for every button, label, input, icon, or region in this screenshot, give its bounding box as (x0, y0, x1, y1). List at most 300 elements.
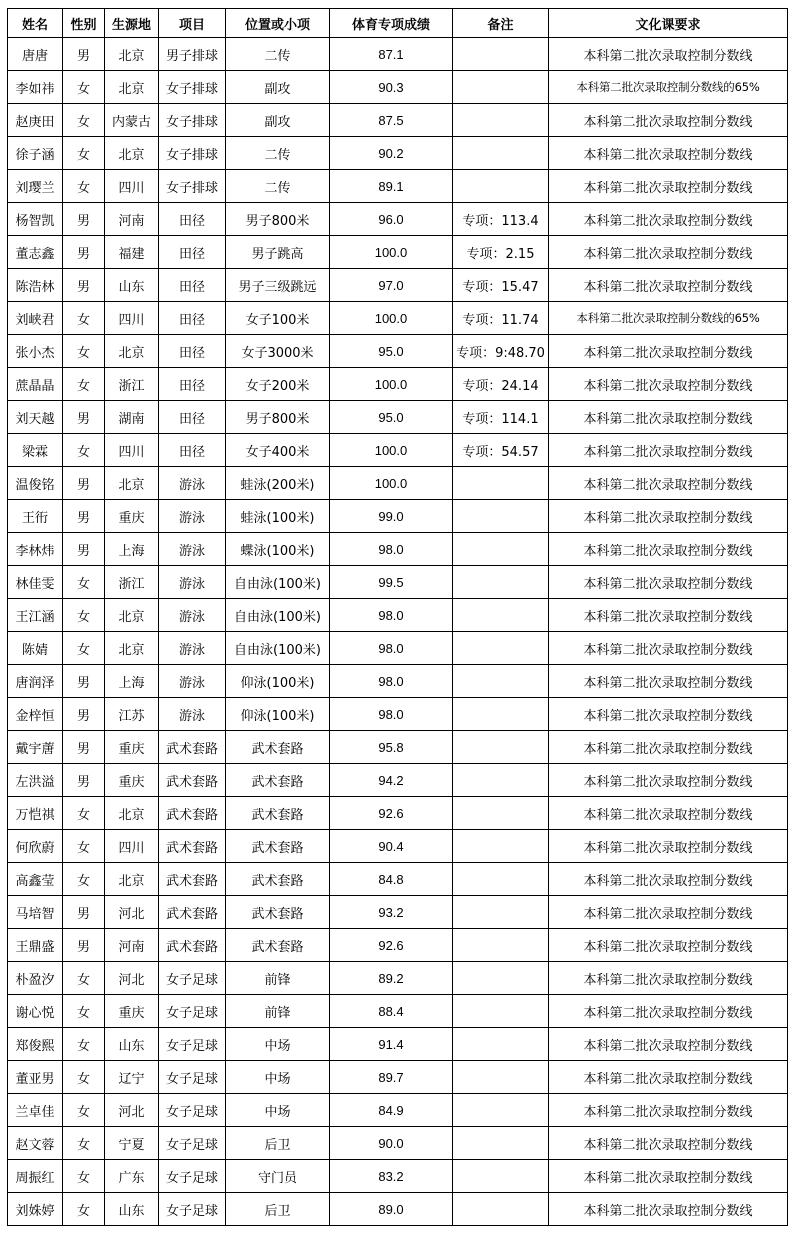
cell-event: 女子足球 (159, 995, 226, 1028)
cell-event: 女子排球 (159, 137, 226, 170)
cell-gender: 男 (63, 401, 105, 434)
cell-remark (453, 104, 549, 137)
cell-item: 男子800米 (226, 203, 330, 236)
header-name: 姓名 (8, 9, 63, 38)
cell-score: 84.9 (330, 1094, 453, 1127)
cell-name: 金梓恒 (8, 698, 63, 731)
cell-name: 董亚男 (8, 1061, 63, 1094)
cell-remark (453, 566, 549, 599)
cell-origin: 北京 (105, 863, 159, 896)
cell-score: 89.1 (330, 170, 453, 203)
cell-requirement: 本科第二批次录取控制分数线 (549, 698, 788, 731)
cell-item: 自由泳(100米) (226, 566, 330, 599)
cell-origin: 内蒙古 (105, 104, 159, 137)
cell-origin: 浙江 (105, 566, 159, 599)
cell-name: 杨智凯 (8, 203, 63, 236)
cell-score: 83.2 (330, 1160, 453, 1193)
header-event: 项目 (159, 9, 226, 38)
cell-gender: 男 (63, 236, 105, 269)
cell-name: 王衎 (8, 500, 63, 533)
cell-requirement: 本科第二批次录取控制分数线 (549, 599, 788, 632)
cell-item: 副攻 (226, 104, 330, 137)
cell-origin: 四川 (105, 170, 159, 203)
cell-item: 仰泳(100米) (226, 665, 330, 698)
table-row (8, 368, 788, 401)
cell-origin: 四川 (105, 434, 159, 467)
cell-gender: 女 (63, 1127, 105, 1160)
cell-name: 梁霖 (8, 434, 63, 467)
cell-remark (453, 1193, 549, 1226)
cell-origin: 宁夏 (105, 1127, 159, 1160)
cell-event: 武术套路 (159, 896, 226, 929)
cell-name: 刘峡君 (8, 302, 63, 335)
cell-remark (453, 731, 549, 764)
cell-requirement: 本科第二批次录取控制分数线 (549, 863, 788, 896)
cell-event: 游泳 (159, 566, 226, 599)
cell-origin: 北京 (105, 467, 159, 500)
cell-score: 98.0 (330, 665, 453, 698)
cell-name: 左洪溢 (8, 764, 63, 797)
cell-requirement: 本科第二批次录取控制分数线 (549, 896, 788, 929)
cell-requirement: 本科第二批次录取控制分数线 (549, 467, 788, 500)
table-row (8, 731, 788, 764)
cell-item: 武术套路 (226, 863, 330, 896)
cell-event: 田径 (159, 335, 226, 368)
cell-score: 98.0 (330, 698, 453, 731)
cell-score: 92.6 (330, 929, 453, 962)
cell-name: 王鼎盛 (8, 929, 63, 962)
cell-name: 万恺祺 (8, 797, 63, 830)
cell-score: 87.5 (330, 104, 453, 137)
cell-gender: 女 (63, 335, 105, 368)
cell-gender: 女 (63, 632, 105, 665)
cell-item: 蝶泳(100米) (226, 533, 330, 566)
cell-name: 陈浩林 (8, 269, 63, 302)
cell-name: 董志鑫 (8, 236, 63, 269)
cell-origin: 北京 (105, 71, 159, 104)
cell-item: 女子400米 (226, 434, 330, 467)
cell-remark (453, 38, 549, 71)
cell-item: 蛙泳(100米) (226, 500, 330, 533)
cell-name: 温俊铭 (8, 467, 63, 500)
cell-remark (453, 698, 549, 731)
cell-score: 97.0 (330, 269, 453, 302)
cell-score: 93.2 (330, 896, 453, 929)
table-row (8, 764, 788, 797)
cell-requirement: 本科第二批次录取控制分数线 (549, 137, 788, 170)
cell-remark: 专项：113.4 (453, 203, 549, 236)
cell-score: 95.0 (330, 401, 453, 434)
cell-score: 100.0 (330, 434, 453, 467)
cell-event: 武术套路 (159, 764, 226, 797)
table-row (8, 962, 788, 995)
cell-remark (453, 797, 549, 830)
cell-remark (453, 764, 549, 797)
cell-gender: 男 (63, 38, 105, 71)
table-row (8, 170, 788, 203)
cell-gender: 男 (63, 533, 105, 566)
cell-event: 田径 (159, 269, 226, 302)
table-row (8, 236, 788, 269)
cell-item: 蛙泳(200米) (226, 467, 330, 500)
cell-origin: 福建 (105, 236, 159, 269)
cell-name: 赵庚田 (8, 104, 63, 137)
cell-origin: 山东 (105, 1028, 159, 1061)
cell-origin: 河南 (105, 929, 159, 962)
cell-origin: 山东 (105, 1193, 159, 1226)
cell-gender: 女 (63, 302, 105, 335)
cell-name: 刘姝婷 (8, 1193, 63, 1226)
cell-score: 90.2 (330, 137, 453, 170)
cell-gender: 男 (63, 764, 105, 797)
cell-score: 95.0 (330, 335, 453, 368)
cell-item: 后卫 (226, 1193, 330, 1226)
cell-event: 武术套路 (159, 863, 226, 896)
cell-requirement: 本科第二批次录取控制分数线 (549, 401, 788, 434)
cell-requirement: 本科第二批次录取控制分数线 (549, 566, 788, 599)
cell-item: 二传 (226, 38, 330, 71)
cell-remark (453, 896, 549, 929)
cell-name: 林佳雯 (8, 566, 63, 599)
cell-remark (453, 599, 549, 632)
cell-remark (453, 962, 549, 995)
cell-remark (453, 632, 549, 665)
cell-origin: 重庆 (105, 995, 159, 1028)
cell-gender: 女 (63, 137, 105, 170)
cell-origin: 上海 (105, 533, 159, 566)
cell-remark (453, 1028, 549, 1061)
cell-gender: 男 (63, 269, 105, 302)
cell-requirement: 本科第二批次录取控制分数线 (549, 203, 788, 236)
cell-origin: 重庆 (105, 731, 159, 764)
cell-gender: 女 (63, 434, 105, 467)
table-row (8, 434, 788, 467)
cell-remark (453, 500, 549, 533)
table-row (8, 1028, 788, 1061)
cell-requirement: 本科第二批次录取控制分数线 (549, 38, 788, 71)
cell-gender: 女 (63, 104, 105, 137)
header-origin: 生源地 (105, 9, 159, 38)
cell-item: 男子三级跳远 (226, 269, 330, 302)
cell-requirement: 本科第二批次录取控制分数线 (549, 830, 788, 863)
cell-origin: 浙江 (105, 368, 159, 401)
cell-remark (453, 995, 549, 1028)
cell-event: 游泳 (159, 500, 226, 533)
cell-score: 96.0 (330, 203, 453, 236)
cell-remark: 专项：114.1 (453, 401, 549, 434)
cell-gender: 女 (63, 995, 105, 1028)
cell-gender: 男 (63, 467, 105, 500)
cell-origin: 北京 (105, 137, 159, 170)
cell-remark (453, 1160, 549, 1193)
cell-requirement: 本科第二批次录取控制分数线 (549, 731, 788, 764)
cell-remark (453, 137, 549, 170)
cell-item: 武术套路 (226, 764, 330, 797)
cell-remark (453, 1061, 549, 1094)
cell-event: 武术套路 (159, 929, 226, 962)
table-row (8, 38, 788, 71)
table-row (8, 302, 788, 335)
cell-requirement: 本科第二批次录取控制分数线的65% (549, 71, 788, 104)
cell-item: 武术套路 (226, 929, 330, 962)
table-row (8, 863, 788, 896)
cell-gender: 女 (63, 863, 105, 896)
cell-name: 马培智 (8, 896, 63, 929)
cell-event: 田径 (159, 401, 226, 434)
cell-gender: 女 (63, 368, 105, 401)
cell-event: 田径 (159, 368, 226, 401)
cell-requirement: 本科第二批次录取控制分数线 (549, 995, 788, 1028)
cell-requirement: 本科第二批次录取控制分数线 (549, 665, 788, 698)
cell-name: 谢心悦 (8, 995, 63, 1028)
cell-name: 赵文蓉 (8, 1127, 63, 1160)
cell-name: 李如祎 (8, 71, 63, 104)
cell-event: 武术套路 (159, 797, 226, 830)
cell-requirement: 本科第二批次录取控制分数线 (549, 1028, 788, 1061)
cell-origin: 河北 (105, 1094, 159, 1127)
cell-gender: 女 (63, 170, 105, 203)
cell-remark: 专项：11.74 (453, 302, 549, 335)
cell-score: 89.0 (330, 1193, 453, 1226)
header-gender: 性别 (63, 9, 105, 38)
cell-name: 郑俊熙 (8, 1028, 63, 1061)
cell-origin: 北京 (105, 599, 159, 632)
cell-name: 蔗晶晶 (8, 368, 63, 401)
cell-name: 兰卓佳 (8, 1094, 63, 1127)
cell-score: 99.5 (330, 566, 453, 599)
cell-name: 王江涵 (8, 599, 63, 632)
cell-remark (453, 71, 549, 104)
header-score: 体育专项成绩 (330, 9, 453, 38)
cell-event: 田径 (159, 434, 226, 467)
cell-remark: 专项：24.14 (453, 368, 549, 401)
cell-item: 二传 (226, 170, 330, 203)
cell-origin: 湖南 (105, 401, 159, 434)
cell-score: 89.2 (330, 962, 453, 995)
table-row (8, 1061, 788, 1094)
cell-requirement: 本科第二批次录取控制分数线 (549, 170, 788, 203)
cell-event: 女子足球 (159, 1127, 226, 1160)
cell-item: 男子跳高 (226, 236, 330, 269)
cell-origin: 北京 (105, 632, 159, 665)
cell-requirement: 本科第二批次录取控制分数线的65% (549, 302, 788, 335)
cell-requirement: 本科第二批次录取控制分数线 (549, 1160, 788, 1193)
table-row (8, 71, 788, 104)
cell-requirement: 本科第二批次录取控制分数线 (549, 104, 788, 137)
table-row (8, 929, 788, 962)
cell-event: 女子排球 (159, 71, 226, 104)
cell-score: 87.1 (330, 38, 453, 71)
cell-name: 陈婧 (8, 632, 63, 665)
cell-origin: 重庆 (105, 500, 159, 533)
table-row (8, 104, 788, 137)
cell-name: 唐唐 (8, 38, 63, 71)
cell-item: 中场 (226, 1061, 330, 1094)
cell-gender: 男 (63, 929, 105, 962)
cell-score: 100.0 (330, 236, 453, 269)
header-item: 位置或小项 (226, 9, 330, 38)
cell-event: 田径 (159, 203, 226, 236)
cell-origin: 四川 (105, 302, 159, 335)
cell-remark (453, 170, 549, 203)
cell-item: 武术套路 (226, 797, 330, 830)
cell-item: 副攻 (226, 71, 330, 104)
table-row (8, 467, 788, 500)
cell-remark (453, 533, 549, 566)
cell-name: 李林炜 (8, 533, 63, 566)
cell-gender: 男 (63, 500, 105, 533)
cell-origin: 河北 (105, 962, 159, 995)
cell-name: 刘璎兰 (8, 170, 63, 203)
cell-gender: 男 (63, 203, 105, 236)
cell-remark (453, 929, 549, 962)
cell-gender: 男 (63, 665, 105, 698)
cell-score: 98.0 (330, 632, 453, 665)
header-requirement: 文化课要求 (549, 9, 788, 38)
cell-item: 后卫 (226, 1127, 330, 1160)
cell-event: 女子足球 (159, 1160, 226, 1193)
cell-event: 游泳 (159, 632, 226, 665)
cell-remark (453, 863, 549, 896)
cell-score: 90.0 (330, 1127, 453, 1160)
cell-gender: 女 (63, 797, 105, 830)
table-row (8, 698, 788, 731)
table-row (8, 632, 788, 665)
cell-name: 高鑫莹 (8, 863, 63, 896)
table-row (8, 401, 788, 434)
cell-origin: 河北 (105, 896, 159, 929)
cell-requirement: 本科第二批次录取控制分数线 (549, 632, 788, 665)
table-row (8, 995, 788, 1028)
cell-remark (453, 467, 549, 500)
cell-name: 徐子涵 (8, 137, 63, 170)
header-row (8, 9, 788, 38)
cell-origin: 四川 (105, 830, 159, 863)
cell-requirement: 本科第二批次录取控制分数线 (549, 1094, 788, 1127)
table-row (8, 137, 788, 170)
cell-origin: 北京 (105, 38, 159, 71)
cell-item: 前锋 (226, 962, 330, 995)
cell-gender: 女 (63, 1160, 105, 1193)
cell-gender: 女 (63, 830, 105, 863)
cell-origin: 江苏 (105, 698, 159, 731)
cell-item: 武术套路 (226, 731, 330, 764)
cell-requirement: 本科第二批次录取控制分数线 (549, 764, 788, 797)
cell-item: 仰泳(100米) (226, 698, 330, 731)
cell-item: 女子100米 (226, 302, 330, 335)
table-row (8, 896, 788, 929)
cell-gender: 男 (63, 731, 105, 764)
cell-item: 武术套路 (226, 830, 330, 863)
cell-gender: 女 (63, 566, 105, 599)
cell-item: 守门员 (226, 1160, 330, 1193)
cell-requirement: 本科第二批次录取控制分数线 (549, 962, 788, 995)
cell-event: 游泳 (159, 698, 226, 731)
cell-item: 前锋 (226, 995, 330, 1028)
cell-score: 90.4 (330, 830, 453, 863)
cell-requirement: 本科第二批次录取控制分数线 (549, 335, 788, 368)
cell-name: 刘天越 (8, 401, 63, 434)
cell-score: 94.2 (330, 764, 453, 797)
cell-item: 武术套路 (226, 896, 330, 929)
cell-remark (453, 665, 549, 698)
cell-score: 100.0 (330, 368, 453, 401)
cell-event: 女子足球 (159, 1028, 226, 1061)
cell-requirement: 本科第二批次录取控制分数线 (549, 368, 788, 401)
table-row (8, 335, 788, 368)
header-remark: 备注 (453, 9, 549, 38)
table-row (8, 1193, 788, 1226)
cell-gender: 女 (63, 1094, 105, 1127)
cell-event: 女子足球 (159, 1061, 226, 1094)
cell-score: 84.8 (330, 863, 453, 896)
cell-event: 游泳 (159, 599, 226, 632)
cell-remark (453, 830, 549, 863)
cell-origin: 北京 (105, 335, 159, 368)
cell-requirement: 本科第二批次录取控制分数线 (549, 236, 788, 269)
cell-gender: 女 (63, 71, 105, 104)
cell-origin: 广东 (105, 1160, 159, 1193)
cell-requirement: 本科第二批次录取控制分数线 (549, 1193, 788, 1226)
table-row (8, 830, 788, 863)
table-row (8, 1127, 788, 1160)
cell-event: 游泳 (159, 533, 226, 566)
cell-score: 91.4 (330, 1028, 453, 1061)
cell-gender: 男 (63, 698, 105, 731)
cell-requirement: 本科第二批次录取控制分数线 (549, 269, 788, 302)
admissions-table (7, 8, 788, 1226)
cell-item: 中场 (226, 1028, 330, 1061)
table-row (8, 500, 788, 533)
cell-origin: 北京 (105, 797, 159, 830)
cell-name: 何欣蔚 (8, 830, 63, 863)
table-row (8, 533, 788, 566)
cell-score: 90.3 (330, 71, 453, 104)
table-row (8, 203, 788, 236)
cell-event: 女子排球 (159, 170, 226, 203)
cell-requirement: 本科第二批次录取控制分数线 (549, 533, 788, 566)
cell-item: 男子800米 (226, 401, 330, 434)
cell-origin: 河南 (105, 203, 159, 236)
cell-score: 92.6 (330, 797, 453, 830)
cell-event: 田径 (159, 302, 226, 335)
cell-event: 武术套路 (159, 731, 226, 764)
cell-remark: 专项：54.57 (453, 434, 549, 467)
cell-event: 田径 (159, 236, 226, 269)
cell-gender: 女 (63, 599, 105, 632)
cell-name: 周振红 (8, 1160, 63, 1193)
table-row (8, 1094, 788, 1127)
cell-gender: 男 (63, 896, 105, 929)
cell-origin: 辽宁 (105, 1061, 159, 1094)
cell-score: 98.0 (330, 533, 453, 566)
table-row (8, 566, 788, 599)
cell-gender: 女 (63, 962, 105, 995)
cell-item: 中场 (226, 1094, 330, 1127)
table-row (8, 269, 788, 302)
cell-event: 女子足球 (159, 962, 226, 995)
cell-name: 朴盈汐 (8, 962, 63, 995)
table-row (8, 599, 788, 632)
table-row (8, 665, 788, 698)
cell-requirement: 本科第二批次录取控制分数线 (549, 1127, 788, 1160)
cell-remark (453, 1127, 549, 1160)
cell-gender: 女 (63, 1061, 105, 1094)
cell-score: 99.0 (330, 500, 453, 533)
cell-event: 女子足球 (159, 1193, 226, 1226)
cell-requirement: 本科第二批次录取控制分数线 (549, 500, 788, 533)
cell-remark: 专项：15.47 (453, 269, 549, 302)
